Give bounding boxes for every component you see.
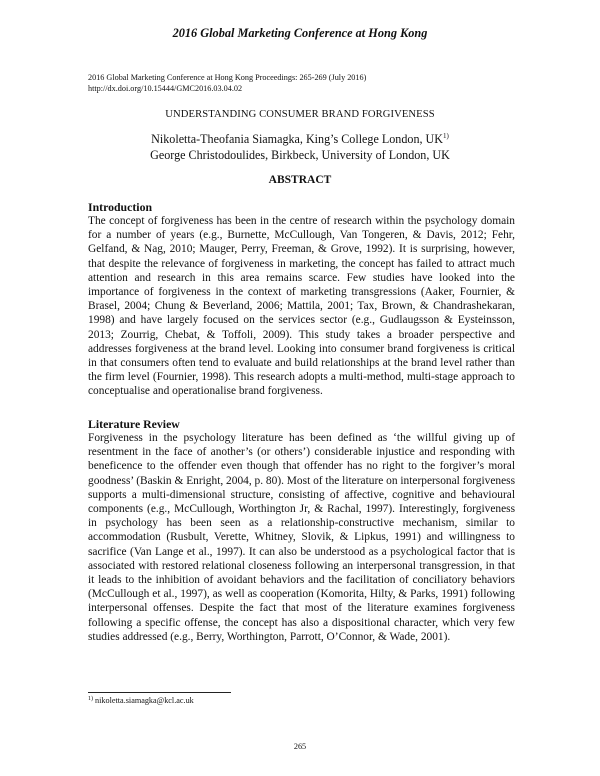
author-block — [0, 131, 600, 163]
conference-header: 2016 Global Marketing Conference at Hong Kong — [172, 26, 428, 40]
proceedings-citation: 2016 Global Marketing Conference at Hong Kong Proceedings: 265-269 (July 2016) — [88, 73, 367, 82]
literature-review-heading: Literature Review — [88, 417, 180, 431]
author-1-name: Nikoletta-Theofania Siamagka, King’s College London, UK — [151, 132, 444, 146]
page-number: 265 — [293, 742, 307, 751]
introduction-body: The concept of forgiveness has been in the centre of research within the psychology domain for a number of years (e.g., Burnette, McCullough, Van Tongeren, & Davis, 2012; Fehr, Gelfand, & Nag, 2010; Mauger, Perry, Freeman, & Grove, 1992). It is surprising, however, that despite the relevance of forgiveness in marketing, the concept has failed to attract much attention and research in this area remains scarce. Few studies have looked into the importance of forgiveness in the context of marketing transgressions (Aaker, Fournier, & Brasel, 2004; Chung & Beverland, 2006; Mattila, 2001; Tax, Brown, & Chandrashekaran, 1998) and have largely focused on the services sector (e.g., Gudlaugsson & Eysteinsson, 2013; Zourrig, Chebat, & Toffoli, 2009). This study takes a broader perspective and addresses forgiveness at the brand level. Looking into consumer brand forgiveness is critical in that consumers often tend to evaluate and build relationships at the brand level rather than the firm level (Fournier, 1998). This research adopts a multi-method, multi-stage approach to conceptualise and operationalise brand forgiveness. — [88, 215, 515, 398]
footnote-marker: 1) — [443, 132, 449, 140]
introduction-heading: Introduction — [88, 200, 153, 214]
paper-title: UNDERSTANDING CONSUMER BRAND FORGIVENESS — [165, 109, 435, 120]
introduction-section — [88, 200, 515, 399]
abstract-heading: ABSTRACT — [268, 174, 332, 186]
author-2: George Christodoulides, Birkbeck, University of London, UK — [150, 148, 450, 162]
footnote-mark: 1) — [88, 696, 93, 702]
doi-link[interactable]: http://dx.doi.org/10.15444/GMC2016.03.04.02 — [88, 84, 243, 93]
footnote-email[interactable]: nikoletta.siamagka@kcl.ac.uk — [93, 696, 194, 705]
author-1 — [0, 131, 600, 147]
proceedings-info — [88, 72, 518, 94]
footnote-divider — [88, 692, 231, 693]
literature-review-body: Forgiveness in the psychology literature has been defined as ‘the willful giving up of resentment in the face of another’s (or others’) considerable injustice and responding with beneficence to the offender even though that offender has no right to the forgiver’s moral goodness’ (Baskin & Enright, 2004, p. 80). Most of the literature on interpersonal forgiveness supports a multi-dimensional structure, consisting of affective, cognitive and behavioural components (e.g., McCullough, Worthington Jr, & Rachal, 1997). Interestingly, forgiveness in psychology has been seen as a relationship-constructive mechanism, similar to accommodation (Rusbult, Verette, Whitney, Slovik, & Lipkus, 1991) and willingness to sacrifice (Van Lange et al., 1997). It can also be understood as a psychological factor that is associated with restored relational closeness following an interpersonal transgression, in that it leads to the inhibition of avoidant behaviors and the facilitation of conciliatory behaviors (McCullough et al., 1997), as well as cooperation (Komorita, Hilty, & Parks, 1991) following interpersonal offenses. Despite the fact that most of the literature examines forgiveness following a specific offense, the concept has also a dispositional character, which very few studies addressed (e.g., Berry, Worthington, Parrott, O’Connor, & Wade, 2001). — [88, 432, 515, 643]
literature-review-section — [88, 417, 515, 644]
footnote — [88, 696, 194, 705]
